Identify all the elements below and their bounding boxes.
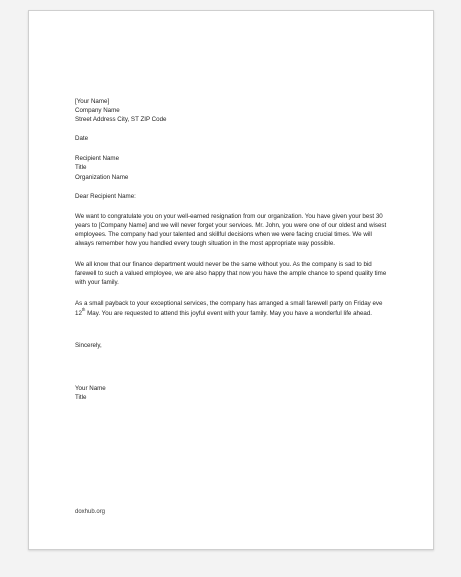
signature-title: Title bbox=[75, 393, 87, 401]
date-block bbox=[75, 134, 391, 143]
paragraph-3-text-start: As a small payback to your exceptional services, the company has arranged a small farewell party on Friday eve 12 bbox=[75, 300, 383, 317]
paragraph-3-ordinal-suffix: th bbox=[81, 306, 86, 312]
salutation-block bbox=[75, 192, 391, 201]
letter-date: Date bbox=[75, 135, 89, 143]
paragraph-1: We want to congratulate you on your well-earned resignation from our organization. You have given your best 30 years to [Company Name] and we will never forget your services. Mr. John, you were one of our oldest and wisest employees. The company had your talented and skillful decisions when we were facing crucial times. We will always remember how you handled every tough situation in the most appropriate way possible. bbox=[75, 212, 387, 248]
sender-company: Company Name bbox=[75, 107, 120, 115]
letter-page bbox=[28, 10, 434, 550]
closing-block bbox=[75, 341, 391, 350]
sender-name: [Your Name] bbox=[75, 98, 110, 105]
signature-name: Your Name bbox=[75, 384, 106, 392]
recipient-title: Title bbox=[75, 164, 87, 172]
signature-block bbox=[75, 384, 391, 402]
letter-body bbox=[75, 97, 391, 402]
footer-site: doxhub.org bbox=[75, 509, 106, 515]
sender-block bbox=[75, 97, 391, 124]
salutation: Dear Recipient Name: bbox=[75, 192, 136, 200]
closing: Sincerely, bbox=[75, 341, 102, 349]
paragraph-2: We all know that our finance department would never be the same without you. As the company is sad to bid farewell to such a valued employee, we are also happy that now you have the ample chance to spend quality time with your family. bbox=[75, 261, 387, 287]
paragraph-3-text-end: May. You are requested to attend this joyful event with your family. May you have a wonderful life ahead. bbox=[85, 309, 373, 317]
sender-address: Street Address City, ST ZIP Code bbox=[75, 116, 167, 124]
recipient-name: Recipient Name bbox=[75, 155, 120, 163]
paragraph-3 bbox=[75, 299, 391, 317]
recipient-organization: Organization Name bbox=[75, 173, 129, 181]
recipient-block bbox=[75, 154, 391, 181]
